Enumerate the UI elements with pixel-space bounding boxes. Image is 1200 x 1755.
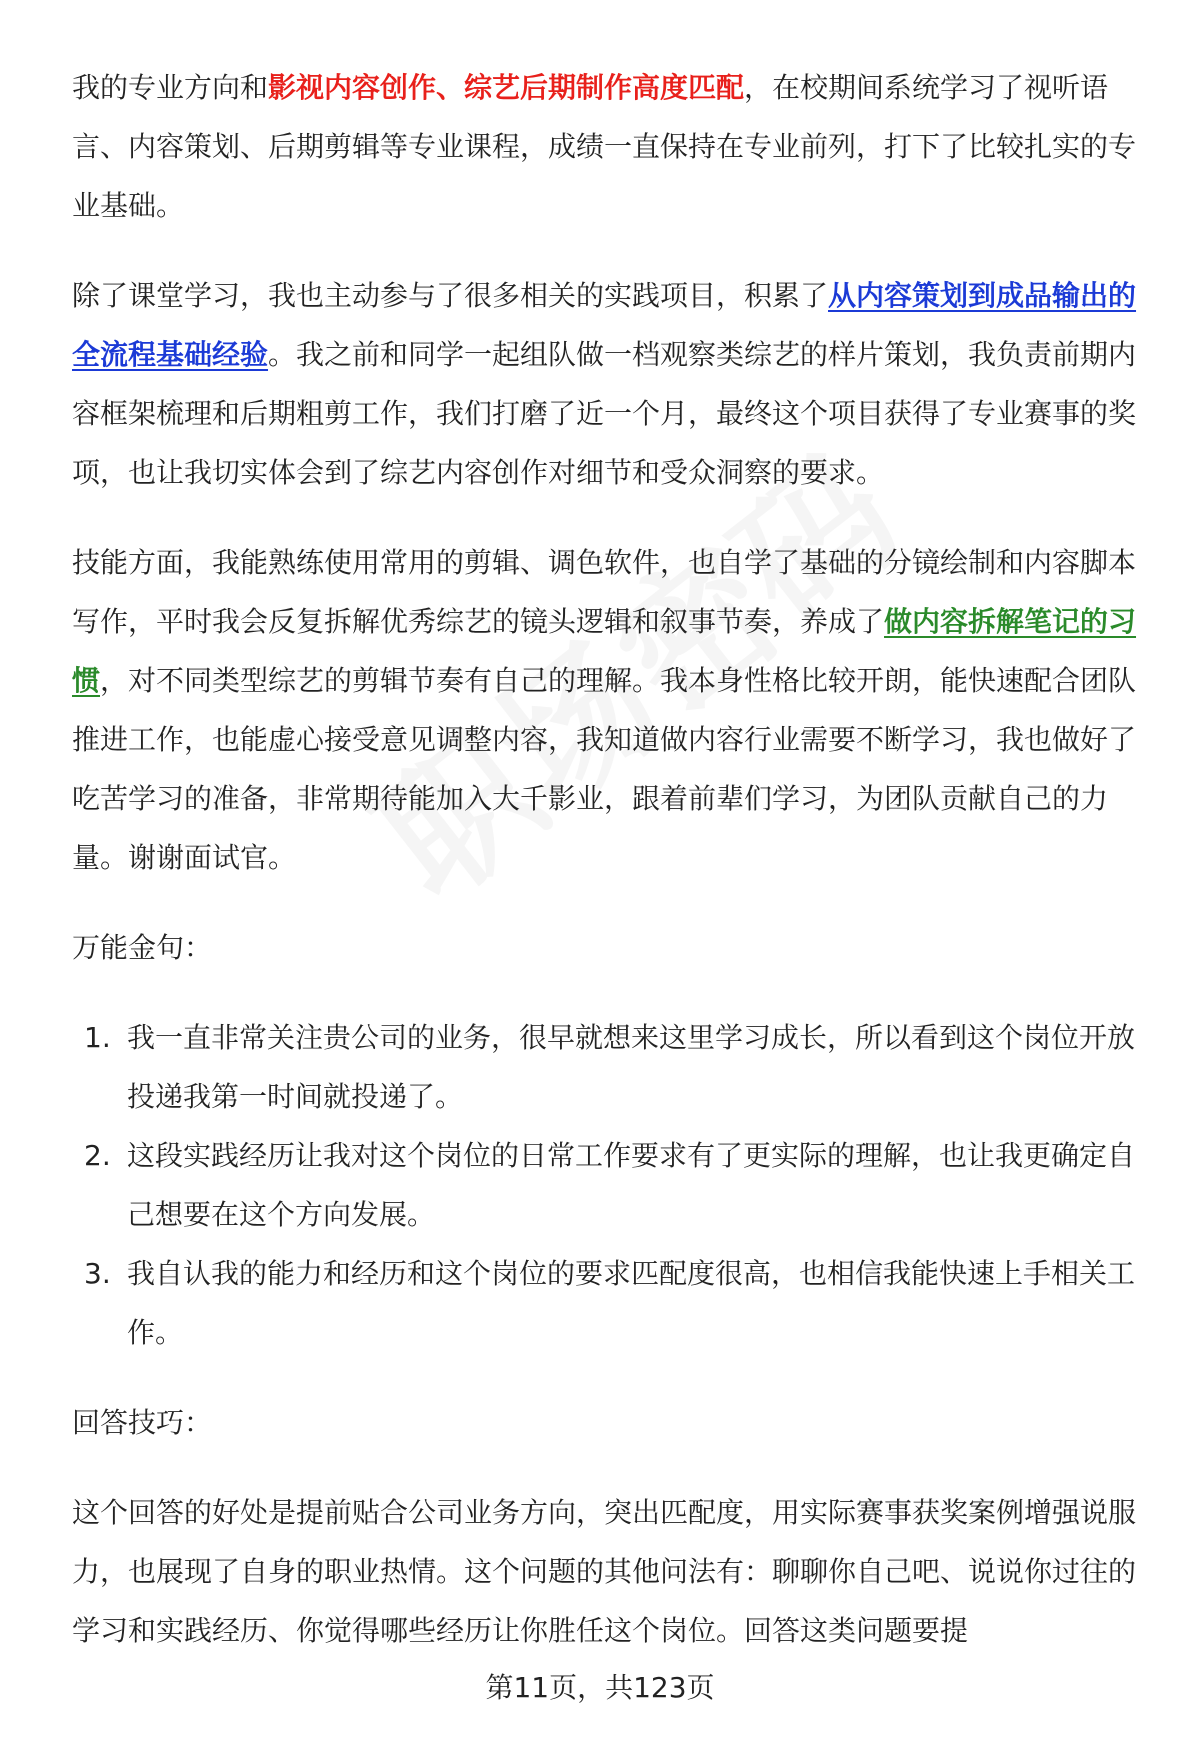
paragraph-text: ，在校期间系统学习了视听语言、内容策划、后期剪辑等专业课程，成绩一直保持在专业前列，打下了比较扎实的专业基础。	[72, 71, 1137, 222]
highlight-blue: 从内容策划到成品输出的全流程基础经验	[72, 279, 1137, 371]
list-number: 2.	[84, 1139, 111, 1172]
list-text: 我一直非常关注贵公司的业务，很早就想来这里学习成长，所以看到这个岗位开放投递我第一时间就投递了。	[127, 1021, 1136, 1113]
tips-heading: 回答技巧：	[72, 1406, 213, 1439]
list-item	[72, 1244, 1146, 1362]
list-text: 这段实践经历让我对这个岗位的日常工作要求有了更实际的理解，也让我更确定自己想要在这个方向发展。	[127, 1139, 1136, 1231]
tips-paragraph: 这个回答的好处是提前贴合公司业务方向，突出匹配度，用实际赛事获奖案例增强说服力，也展现了自身的职业热情。这个问题的其他问法有：聊聊你自己吧、说说你过往的学习和实践经历、你觉得哪些经历让你胜任这个岗位。回答这类问题要提	[72, 1496, 1137, 1647]
paragraph-text: 。我之前和同学一起组队做一档观察类综艺的样片策划，我负责前期内容框架梳理和后期粗剪工作，我们打磨了近一个月，最终这个项目获得了专业赛事的奖项，也让我切实体会到了综艺内容创作对细节和受众洞察的要求。	[72, 338, 1137, 489]
golden-list	[72, 1008, 1146, 1362]
list-number: 3.	[84, 1257, 111, 1290]
list-item	[72, 1008, 1146, 1126]
list-number: 1.	[84, 1021, 111, 1054]
paragraph-text: 除了课堂学习，我也主动参与了很多相关的实践项目，积累了	[72, 279, 829, 312]
paragraph-text: ，对不同类型综艺的剪辑节奏有自己的理解。我本身性格比较开朗，能快速配合团队推进工作，也能虚心接受意见调整内容，我知道做内容行业需要不断学习，我也做好了吃苦学习的准备，非常期待能加入大千影业，跟着前辈们学习，为团队贡献自己的力量。谢谢面试官。	[72, 664, 1137, 874]
paragraph-text: 我的专业方向和	[72, 71, 269, 104]
page-footer: 第11页，共123页	[485, 1671, 715, 1704]
paragraph-practice	[72, 266, 1146, 502]
highlight-green: 做内容拆解笔记的习惯	[72, 605, 1137, 697]
list-text: 我自认我的能力和经历和这个岗位的要求匹配度很高，也相信我能快速上手相关工作。	[127, 1257, 1136, 1349]
paragraph-skills	[72, 533, 1146, 887]
golden-heading: 万能金句：	[72, 931, 213, 964]
paragraph-text: 技能方面，我能熟练使用常用的剪辑、调色软件，也自学了基础的分镜绘制和内容脚本写作，平时我会反复拆解优秀综艺的镜头逻辑和叙事节奏，养成了	[72, 546, 1137, 638]
paragraph-major	[72, 58, 1146, 235]
highlight-red: 影视内容创作、综艺后期制作高度匹配	[268, 71, 745, 104]
list-item	[72, 1126, 1146, 1244]
document-page	[72, 58, 1146, 1691]
